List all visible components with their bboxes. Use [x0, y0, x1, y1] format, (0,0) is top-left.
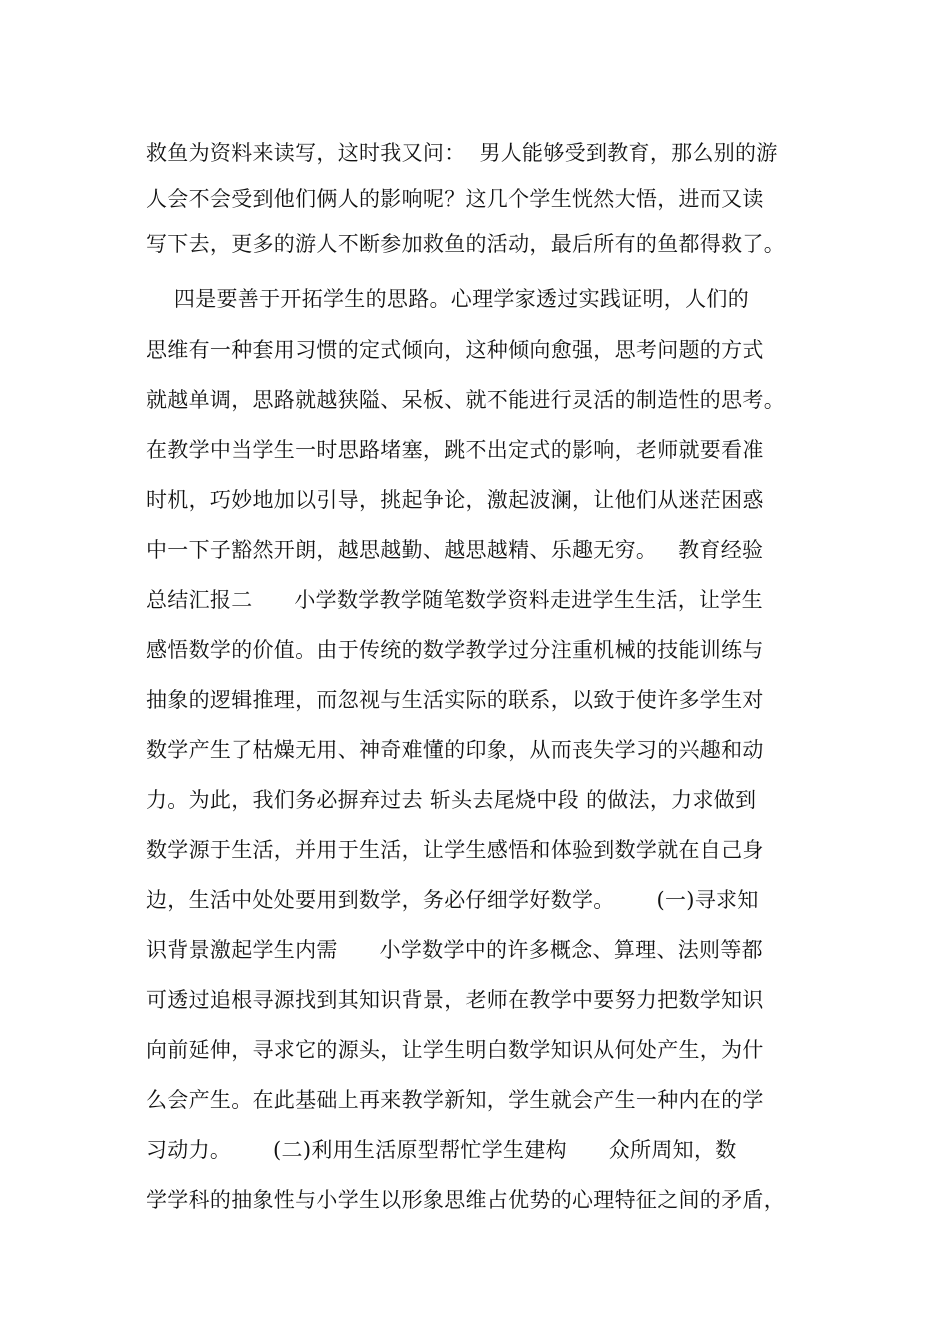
text-line: 向前延伸，寻求它的源头，让学生明白数学知识从何处产生，为什 [146, 1038, 764, 1062]
text-line: 可透过追根寻源找到其知识背景，老师在教学中要努力把数学知识 [146, 988, 764, 1012]
text-line: 感悟数学的价值。由于传统的数学教学过分注重机械的技能训练与 [146, 638, 764, 662]
text-line: 学学科的抽象性与小学生以形象思维占优势的心理特征之间的矛盾， [146, 1188, 785, 1212]
text-line: 数学源于生活，并用于生活，让学生感悟和体验到数学就在自己身 [146, 838, 764, 862]
text-line: 识背景激起学生内需 小学数学中的许多概念、算理、法则等都 [146, 938, 763, 962]
text-line: 思维有一种套用习惯的定式倾向，这种倾向愈强，思考问题的方式 [146, 338, 764, 362]
text-line: 力。为此，我们务必摒弃过去 斩头去尾烧中段 的做法，力求做到 [146, 788, 757, 812]
text-line: 就越单调，思路就越狭隘、呆板、就不能进行灵活的制造性的思考。 [146, 388, 785, 412]
text-line: 中一下子豁然开朗，越思越勤、越思越精、乐趣无穷。 教育经验 [146, 538, 764, 562]
text-line: 救鱼为资料来读写，这时我又问： 男人能够受到教育，那么别的游 [146, 141, 778, 165]
text-line: 数学产生了枯燥无用、神奇难懂的印象，从而丧失学习的兴趣和动 [146, 738, 764, 762]
text-line: 么会产生。在此基础上再来教学新知，学生就会产生一种内在的学 [146, 1088, 764, 1112]
paragraph-start-line: 四是要善于开拓学生的思路。心理学家透过实践证明，人们的 [146, 287, 749, 311]
text-line: 人会不会受到他们俩人的影响呢？这几个学生恍然大悟，进而又读 [146, 187, 764, 211]
text-line: 抽象的逻辑推理，而忽视与生活实际的联系，以致于使许多学生对 [146, 688, 764, 712]
text-line: 时机，巧妙地加以引导，挑起争论，激起波澜，让他们从迷茫困惑 [146, 488, 764, 512]
text-line: 边，生活中处处要用到数学，务必仔细学好数学。 (一)寻求知 [146, 888, 759, 912]
text-line: 在教学中当学生一时思路堵塞，跳不出定式的影响，老师就要看准 [146, 438, 764, 462]
text-line: 写下去，更多的游人不断参加救鱼的活动，最后所有的鱼都得救了。 [146, 232, 785, 256]
text-line: 习动力。 (二)利用生活原型帮忙学生建构 众所周知，数 [146, 1138, 737, 1162]
text-line: 总结汇报二 小学数学教学随笔数学资料走进学生生活，让学生 [146, 588, 763, 612]
